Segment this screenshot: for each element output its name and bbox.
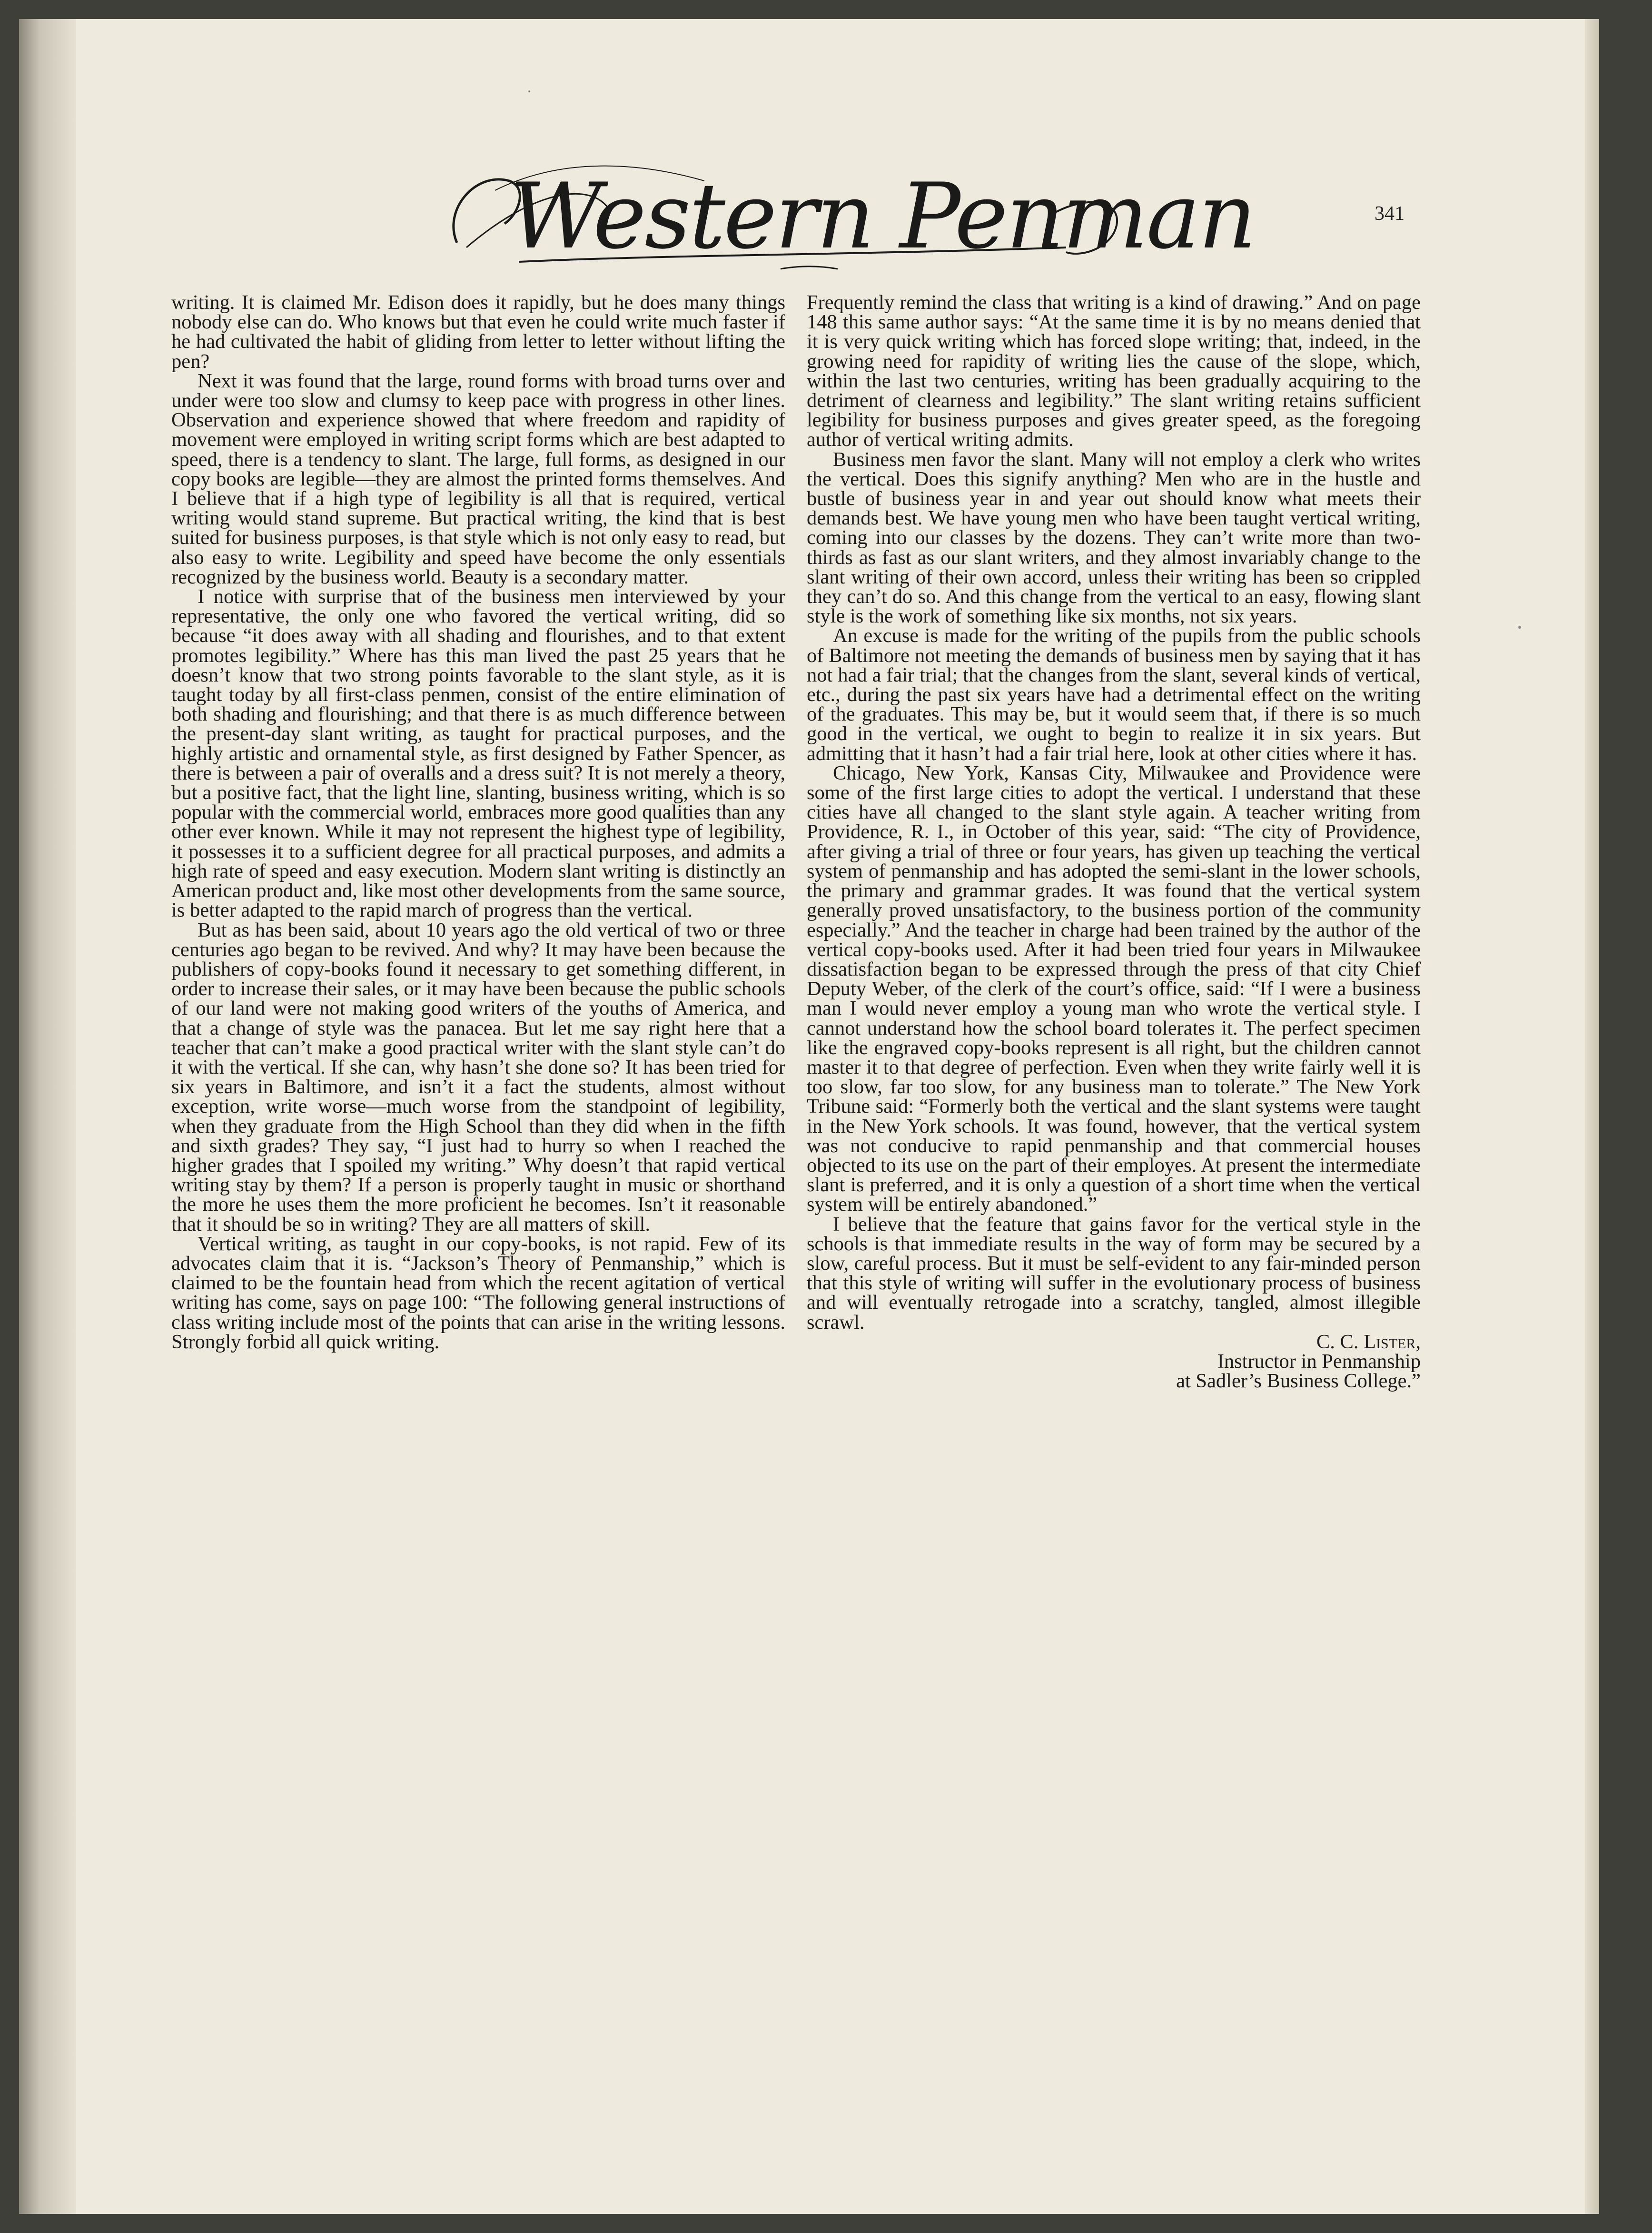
paragraph: Business men favor the slant. Many will not employ a clerk who writes the vertical. Does this signify anything? Men who are in the hustle and bustle of business year in and year out should know what meets their demands best. We have young men who have been taught vertical writing, coming into our classes by the dozens. They can’t write more than two-thirds as fast as our slant writers, and they almost invariably change to the slant writing of their own accord, unless their writing has been so crippled they can’t do so. And this change from the vertical to an easy, flowing slant style is the work of something like six months, not six years.	[807, 448, 1421, 628]
paragraph: I believe that the feature that gains favor for the vertical style in the schools is that immediate results in the way of form may be secured by a slow, careful process. But it must be self-evident to any fair-minded person that this style of writing will suffer in the evolutionary process of business and will eventually retrogade into a scratchy, tangled, almost illegible scrawl.	[807, 1213, 1421, 1334]
paragraph: I notice with surprise that of the business men interviewed by your representative, the only one who favored the vertical writing, did so because “it does away with all shading and flourishes, and to that extent promotes legibility.” Where has this man lived the past 25 years that he doesn’t know that two strong points favorable to the slant style, as it is taught today by all first-class penmen, consist of the entire elimination of both shading and flourishing; and that there is as much difference between the present-day slant writing, as taught for practical purposes, and the highly artistic and ornamental style, as first designed by Father Spencer, as there is between a pair of overalls and a dress suit? It is not merely a theory, but a positive fact, that the light line, slanting, business writing, which is so popular with the commercial world, embraces more good qualities than any other ever known. While it may not represent the highest type of legibility, it possesses it to a sufficient degree for all practical purposes, and admits a high rate of speed and easy execution. Modern slant writing is distinctly an American product and, like most other developments from the same source, is better adapted to the rapid march of progress than the vertical.	[171, 585, 785, 922]
page-gutter-shadow	[19, 19, 76, 2214]
author-signature	[807, 1332, 1421, 1391]
paragraph: Frequently remind the class that writing is a kind of drawing.” And on page 148 this same author says: “At the same time it is by no means denied that it is very quick writing which has forced slope writing; that, indeed, in the growing need for rapidity of writing lies the cause of the slope, which, within the last two centuries, writing has been gradually acquiring to the detriment of clearness and legibility.” The slant writing retains sufficient legibility for business purposes and gives greater speed, as the foregoing author of vertical writing admits.	[807, 291, 1421, 451]
paragraph: Chicago, New York, Kansas City, Milwaukee and Providence were some of the first large cities to adopt the vertical. I understand that these cities have all changed to the slant style again. A teacher writing from Providence, R. I., in October of this year, said: “The city of Providence, after giving a trial of three or four years, has given up teaching the vertical system of penmanship and has adopted the semi-slant in the lower schools, the primary and grammar grades. It was found that the vertical system generally proved unsatisfactory, to the business portion of the community especially.” And the teacher in charge had been trained by the author of the vertical copy-books used. After it had been tried four years in Milwaukee dissatisfaction began to be expressed through the press of that city Chief Deputy Weber, of the clerk of the court’s office, said: “If I were a business man I would never employ a young man who wrote the vertical style. I cannot understand how the school board tolerates it. The perfect specimen like the engraved copy-books represent is all right, but the children cannot master it to that degree of perfection. Even when they write fairly well it is too slow, far too slow, for any business man to tolerate.” The New York Tribune said: “Formerly both the vertical and the slant systems were taught in the New York schools. It was found, however, that the vertical system was not conducive to rapid penmanship and that commercial houses objected to its use on the part of their employes. At present the intermediate slant is preferred, and it is only a question of a short time when the vertical system will be entirely abandoned.”	[807, 761, 1421, 1216]
paragraph: Vertical writing, as taught in our copy-books, is not rapid. Few of its advocates claim that it is. “Jackson’s Theory of Penmanship,” which is claimed to be the fountain head from which the recent agitation of vertical writing has come, says on page 100: “The following general instructions of class writing include most of the points that can arise in the writing lessons. Strongly forbid all quick writing.	[171, 1232, 785, 1353]
paragraph: An excuse is made for the writing of the pupils from the public schools of Baltimore not meeting the demands of business men by saying that it has not had a fair trial; that the changes from the slant, several kinds of vertical, etc., during the past six years have had a detrimental effect on the writing of the graduates. This may be, but it would seem that, if there is so much good in the vertical, we ought to begin to realize it in six years. But admitting that it hasn’t had a fair trial here, look at other cities where it has.	[807, 624, 1421, 765]
author-affiliation: at Sadler’s Business College.”	[1176, 1370, 1421, 1393]
author-title: Instructor in Penmanship	[1217, 1350, 1421, 1373]
magazine-page	[19, 19, 1599, 2214]
author-name: C. C. Lister,	[1316, 1330, 1421, 1353]
paragraph: But as has been said, about 10 years ago the old vertical of two or three centuries ago began to be revived. And why? It may have been because the publishers of copy-books found it necessary to get something different, in order to increase their sales, or it may have been because the public schools of our land were not making good writers of the youths of America, and that a change of style was the panacea. But let me say right here that a teacher that can’t make a good practical writer with the slant style can’t do it with the vertical. If she can, why hasn’t she done so? It has been tried for six years in Baltimore, and isn’t it a fact the students, almost without exception, write worse—much worse from the standpoint of legibility, when they graduate from the High School than they did when in the fifth and sixth grades? They say, “I just had to hurry so when I reached the higher grades that I spoiled my writing.” Why doesn’t that rapid vertical writing stay by them? If a person is properly taught in music or shorthand the more he uses them the more proficient he becomes. Isn’t it reasonable that it should be so in writing? They are all matters of skill.	[171, 919, 785, 1235]
paragraph: Next it was found that the large, round forms with broad turns over and under were too slow and clumsy to keep pace with progress in other lines. Observation and experience showed that where freedom and rapidity of movement were employed in writing script forms which are best adapted to speed, there is a tendency to slant. The large, full forms, as designed in our copy books are legible—they are almost the printed forms themselves. And I believe that if a high type of legibility is all that is required, vertical writing would stand supreme. But practical writing, the kind that is best suited for business purposes, is that style which is not only easy to read, but also easy to write. Legibility and speed have become the only essentials recognized by the business world. Beauty is a secondary matter.	[171, 369, 785, 588]
paper-speck	[1518, 626, 1521, 629]
right-column	[807, 293, 1421, 1391]
page-number: 341	[1375, 203, 1405, 225]
left-column	[171, 293, 785, 1352]
paper-speck	[528, 90, 530, 92]
masthead-logo	[438, 152, 1255, 286]
page-edge	[1585, 19, 1599, 2214]
paragraph: writing. It is claimed Mr. Edison does it rapidly, but he does many things nobody else can do. Who knows but that even he could write much faster if he had cultivated the habit of gliding from letter to letter without lifting the pen?	[171, 291, 785, 373]
masthead-title: Western Penman	[509, 164, 1255, 269]
